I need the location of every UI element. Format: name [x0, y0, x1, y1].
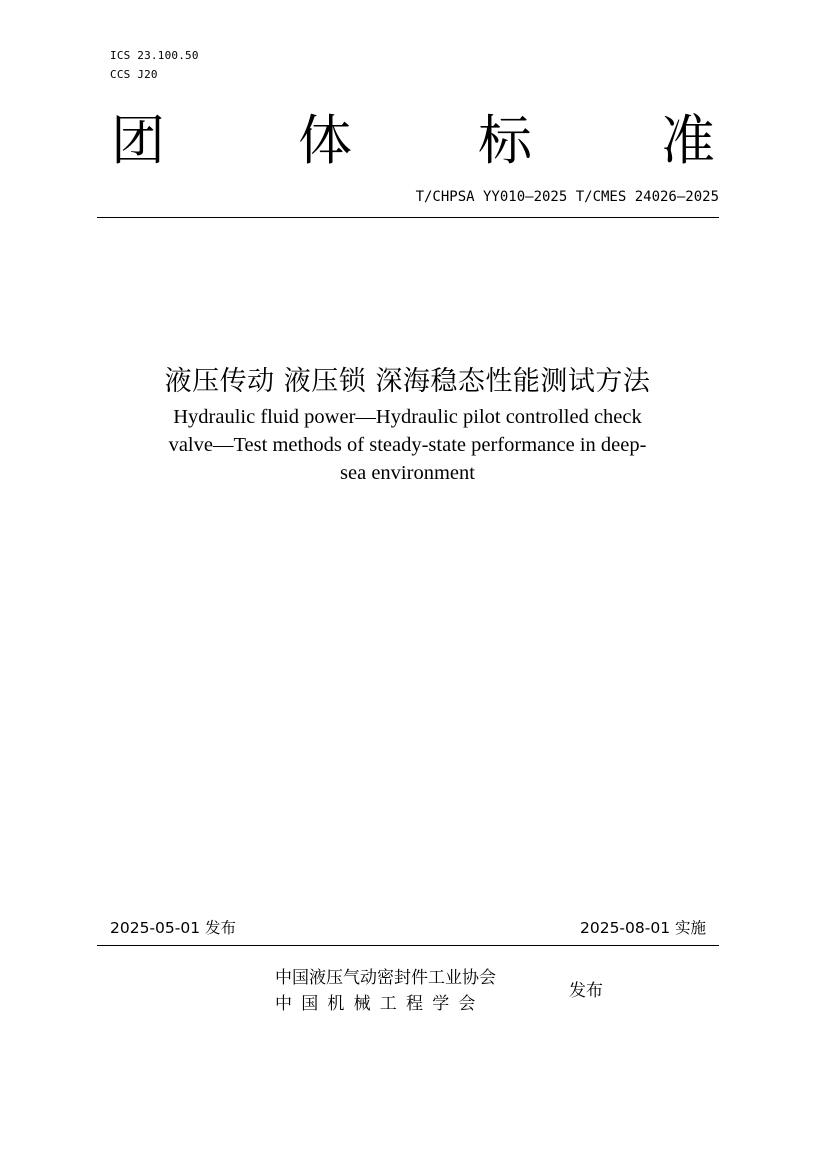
- publisher-org-1: 中国液压气动密封件工业协会: [275, 968, 496, 988]
- standard-numbers: T/CHPSA YY010—2025 T/CMES 24026—2025: [415, 189, 719, 205]
- publish-date: 2025-05-01 发布: [110, 919, 237, 937]
- classification-codes: [110, 46, 199, 84]
- title-chinese: 液压传动 液压锁 深海稳态性能测试方法: [164, 366, 651, 397]
- header-rule: [97, 217, 719, 218]
- publisher-list: [275, 965, 496, 1017]
- title-english-line-3: sea environment: [340, 462, 475, 484]
- implement-date: 2025-08-01 实施: [579, 919, 706, 937]
- document-type-heading: [111, 108, 716, 174]
- doc-type-char-3: 标: [478, 109, 532, 172]
- doc-type-char-4: 准: [661, 109, 715, 172]
- publisher-org-2: 中国机械工程学会: [275, 994, 485, 1014]
- ics-code: ICS 23.100.50: [110, 49, 199, 62]
- ccs-code: CCS J20: [110, 68, 158, 81]
- doc-type-char-2: 体: [298, 109, 352, 172]
- title-english: [100, 403, 715, 487]
- title-english-line-2: valve—Test methods of steady-state performance in deep-: [168, 434, 647, 456]
- publish-verb: 发布: [569, 981, 603, 1001]
- doc-type-char-1: 团: [111, 109, 165, 172]
- title-english-line-1: Hydraulic fluid power—Hydraulic pilot controlled check: [173, 406, 642, 428]
- footer-rule: [97, 945, 719, 946]
